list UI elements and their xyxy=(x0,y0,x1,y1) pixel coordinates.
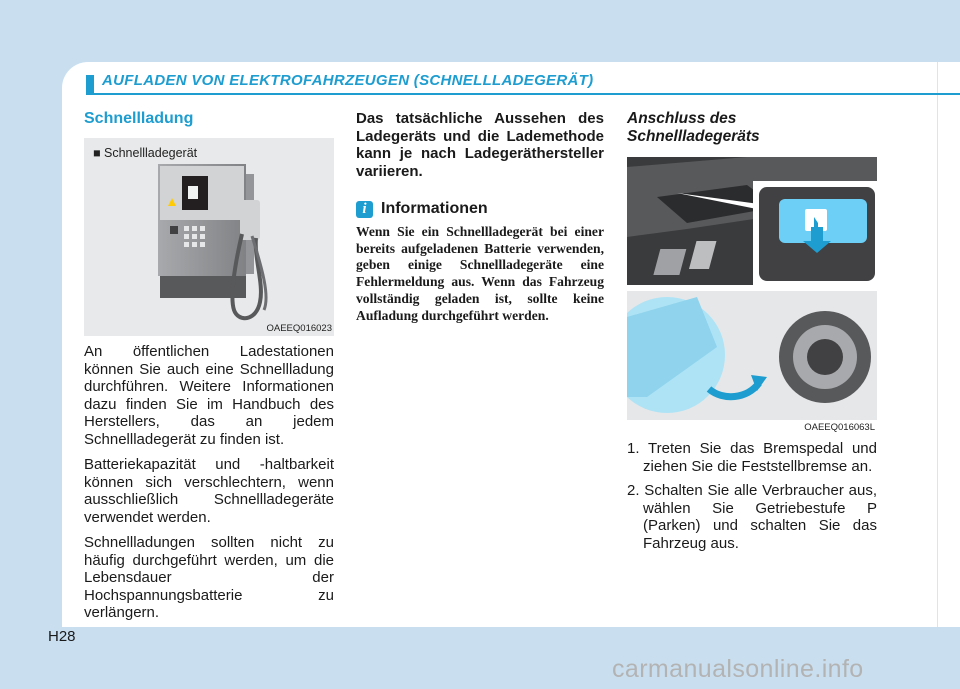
section-accent xyxy=(86,75,94,95)
info-header xyxy=(356,200,604,218)
section-rule xyxy=(94,93,960,95)
left-column xyxy=(84,110,334,128)
page-number: H28 xyxy=(48,628,76,645)
intro-text: Das tatsächliche Aussehen des Ladegeräts und die Lademethode kann je nach Ladegeräthersteller variieren. xyxy=(356,110,604,180)
charger-illustration xyxy=(84,138,334,336)
middle-column xyxy=(356,110,604,324)
heading-anschluss-2: Schnellladegeräts xyxy=(627,128,760,145)
paragraph-1: An öffentlichen Ladestationen können Sie auch eine Schnellladung durchführen. Weitere Informationen dazu finden Sie im Handbuch des Herstellers, das an jedem Schnellladegerät zu finden ist. xyxy=(84,343,334,448)
paragraph-2: Batteriekapazität und -haltbarkeit können sich verschlechtern, wenn ausschließlich Schnellladegeräte verwendet werden. xyxy=(84,456,334,526)
figure-label: ■ Schnellladegerät xyxy=(93,146,198,160)
step-2: 2. Schalten Sie alle Verbraucher aus, wählen Sie Getriebestufe P (Parken) und schalten Sie das Fahrzeug aus. xyxy=(627,482,877,552)
section-header xyxy=(86,68,960,98)
connection-illustration xyxy=(627,157,877,420)
section-title: AUFLADEN VON ELEKTROFAHRZEUGEN (SCHNELLLADEGERÄT) xyxy=(102,72,594,89)
info-text: Wenn Sie ein Schnellladegerät bei einer bereits aufgeladenen Batterie verwenden, geben einige Schnellladegeräte eine Fehlermeldung aus. Wenn das Fahrzeug vollständig geladen ist, sollte keine Aufladung durchgeführt werden. xyxy=(356,224,604,323)
heading-schnellladung: Schnellladung xyxy=(84,110,194,127)
heading-anschluss-1: Anschluss des xyxy=(627,110,737,127)
info-icon: i xyxy=(356,201,373,218)
paragraph-3: Schnellladungen sollten nicht zu häufig durchgeführt werden, um die Lebensdauer der Hochspannungsbatterie zu verlängern. xyxy=(84,534,334,621)
steps-list xyxy=(627,440,877,559)
figure-connection xyxy=(627,157,877,433)
figure-charger xyxy=(84,138,334,336)
info-title: Informationen xyxy=(381,200,488,217)
page-margin-line xyxy=(937,62,938,627)
right-column xyxy=(627,110,877,146)
figure-code-right: OAEEQ016063L xyxy=(804,422,875,433)
left-paragraphs xyxy=(84,343,334,630)
watermark: carmanualsonline.info xyxy=(612,655,864,683)
step-1: 1. Treten Sie das Bremspedal und ziehen Sie die Feststellbremse an. xyxy=(627,440,877,475)
figure-code-left: OAEEQ016023 xyxy=(266,323,332,334)
